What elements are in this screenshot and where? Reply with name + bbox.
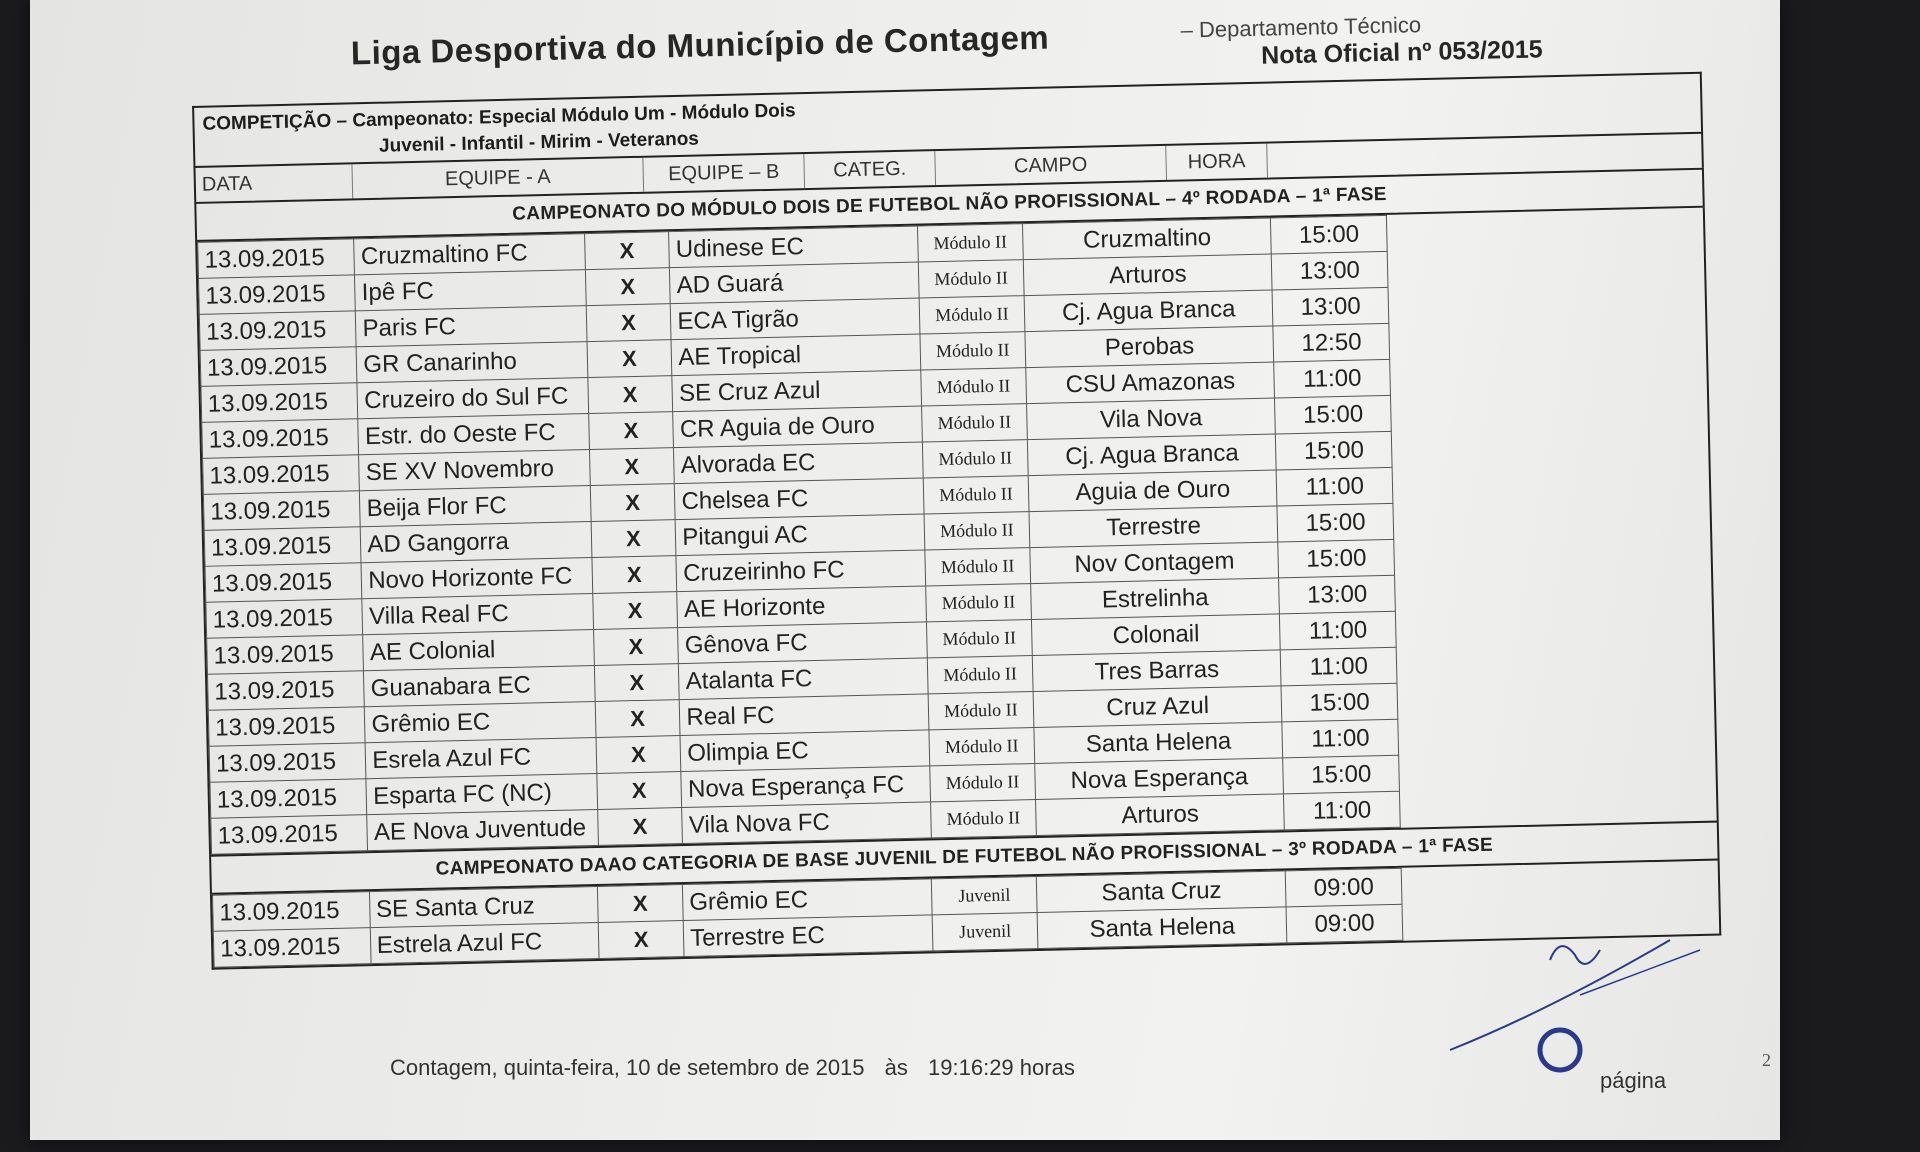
cell-campo: Perobas [1025, 326, 1274, 368]
cell-category: Módulo II [930, 764, 1036, 802]
cell-team-b: Gênova FC [678, 622, 927, 664]
cell-vs: X [594, 664, 680, 702]
seal-icon [1540, 1030, 1580, 1070]
cell-date: 13.09.2015 [199, 311, 356, 351]
cell-category: Módulo II [924, 512, 1030, 550]
footer [390, 1055, 1089, 1081]
cell-hora: 15:00 [1275, 395, 1391, 434]
cell-date: 13.09.2015 [198, 239, 355, 279]
col-campo: CAMPO [935, 146, 1167, 185]
cell-date: 13.09.2015 [212, 892, 369, 932]
cell-team-b: Terrestre EC [683, 915, 933, 957]
cell-category: Módulo II [921, 368, 1027, 406]
cell-team-b: Pitangui AC [675, 514, 924, 556]
cell-vs: X [587, 376, 673, 414]
cell-date: 13.09.2015 [207, 635, 364, 675]
cell-campo: Terrestre [1029, 506, 1278, 548]
cell-vs: X [591, 556, 677, 594]
cell-team-a: AE Nova Juventude [367, 809, 598, 850]
cell-hora: 11:00 [1280, 611, 1396, 650]
cell-team-a: Guanabara EC [364, 666, 595, 707]
cell-vs: X [585, 268, 671, 306]
cell-campo: Santa Helena [1037, 907, 1287, 949]
cell-team-b: Chelsea FC [675, 478, 924, 520]
cell-campo: Colonail [1032, 614, 1281, 656]
cell-vs: X [589, 448, 675, 486]
cell-date: 13.09.2015 [202, 419, 359, 459]
cell-team-a: AE Colonial [363, 630, 594, 671]
cell-team-a: Ipê FC [355, 270, 586, 311]
cell-team-b: Alvorada EC [674, 442, 923, 484]
cell-team-a: Esparta FC (NC) [366, 773, 597, 814]
cell-vs: X [596, 736, 682, 774]
cell-team-a: Estr. do Oeste FC [358, 414, 589, 455]
cell-campo: Cj. Agua Branca [1024, 290, 1273, 332]
cell-hora: 09:00 [1285, 868, 1402, 907]
footer-as: às [884, 1055, 908, 1080]
footer-place-date: Contagem, quinta-feira, 10 de setembro de 2015 [390, 1055, 865, 1080]
cell-category: Módulo II [930, 800, 1036, 838]
cell-vs: X [597, 885, 683, 923]
page-title: Liga Desportiva do Município de Contagem [350, 18, 1050, 72]
cell-team-a: Estrela Azul FC [370, 922, 599, 963]
cell-date: 13.09.2015 [203, 491, 360, 531]
cell-team-b: Real FC [680, 694, 929, 736]
cell-campo: Santa Cruz [1037, 871, 1287, 913]
cell-campo: CSU Amazonas [1026, 362, 1275, 404]
cell-vs: X [596, 772, 682, 810]
cell-vs: X [584, 232, 670, 270]
cell-date: 13.09.2015 [201, 383, 358, 423]
cell-vs: X [591, 520, 677, 558]
page-number: 2 [1762, 1050, 1771, 1070]
cell-campo: Arturos [1023, 254, 1272, 296]
cell-team-b: ECA Tigrão [671, 298, 920, 340]
cell-date: 13.09.2015 [208, 707, 365, 747]
cell-category: Módulo II [925, 548, 1031, 586]
cell-campo: Nova Esperança [1035, 758, 1284, 800]
cell-category: Módulo II [919, 296, 1025, 334]
cell-category: Módulo II [928, 692, 1034, 730]
cell-team-b: Atalanta FC [679, 658, 928, 700]
cell-hora: 15:00 [1278, 539, 1394, 578]
cell-team-b: CR Aguia de Ouro [673, 406, 922, 448]
col-categ: CATEG. [804, 151, 936, 188]
cell-team-a: Novo Horizonte FC [361, 558, 592, 599]
cell-date: 13.09.2015 [207, 671, 364, 711]
cell-campo: Nov Contagem [1030, 542, 1279, 584]
cell-date: 13.09.2015 [205, 563, 362, 603]
cell-hora: 13:00 [1279, 575, 1395, 614]
cell-category: Módulo II [922, 440, 1028, 478]
cell-team-b: Olimpia EC [680, 730, 929, 772]
cell-team-b: Grêmio EC [682, 879, 932, 921]
cell-vs: X [593, 628, 679, 666]
cell-team-a: Esrela Azul FC [365, 737, 596, 778]
cell-category: Módulo II [920, 332, 1026, 370]
cell-team-a: GR Canarinho [356, 342, 587, 383]
nota-oficial: Nota Oficial nº 053/2015 [1260, 35, 1543, 70]
cell-vs: X [586, 304, 672, 342]
competition-line-1: COMPETIÇÃO – Campeonato: Especial Módulo Um - Módulo Dois [202, 100, 796, 135]
cell-vs: X [595, 700, 681, 738]
section-1-table-wrap [195, 208, 1719, 855]
cell-date: 13.09.2015 [213, 928, 370, 968]
col-data: DATA [195, 164, 353, 202]
cell-category: Módulo II [926, 620, 1032, 658]
document [190, 0, 1721, 970]
col-hora: HORA [1166, 144, 1268, 180]
cell-vs: X [587, 340, 673, 378]
cell-category: Módulo II [917, 224, 1023, 262]
cell-team-b: SE Cruz Azul [672, 370, 921, 412]
cell-category: Módulo II [923, 476, 1029, 514]
cell-campo: Vila Nova [1027, 398, 1276, 440]
header [190, 0, 1701, 74]
cell-vs: X [588, 412, 674, 450]
cell-hora: 11:00 [1282, 719, 1398, 758]
cell-date: 13.09.2015 [206, 599, 363, 639]
cell-hora: 13:00 [1272, 251, 1388, 290]
cell-vs: X [598, 921, 684, 959]
cell-date: 13.09.2015 [209, 743, 366, 783]
cell-hora: 11:00 [1281, 647, 1397, 686]
cell-team-b: Cruzeirinho FC [676, 550, 925, 592]
cell-hora: 11:00 [1284, 791, 1400, 830]
cell-team-b: Nova Esperança FC [681, 766, 930, 808]
cell-team-b: AE Tropical [671, 334, 920, 376]
cell-team-b: AD Guará [670, 262, 919, 304]
cell-vs: X [597, 808, 683, 846]
cell-team-a: SE Santa Cruz [369, 886, 598, 927]
cell-vs: X [590, 484, 676, 522]
section-2-title: CAMPEONATO DAAO CATEGORIA DE BASE JUVENIL DE FUTEBOL NÃO PROFISSIONAL – 3º RODADA – 1ª FASE [209, 821, 1720, 895]
cell-date: 13.09.2015 [204, 527, 361, 567]
cell-category: Módulo II [921, 404, 1027, 442]
footer-time: 19:16:29 horas [928, 1055, 1075, 1080]
cell-campo: Santa Helena [1034, 722, 1283, 764]
col-equipe-b: EQUIPE – B [643, 154, 805, 192]
cell-campo: Cruzmaltino [1023, 218, 1272, 260]
cell-category: Juvenil [931, 877, 1037, 915]
section-1-table [197, 215, 1401, 855]
cell-team-a: Paris FC [356, 306, 587, 347]
cell-category: Módulo II [929, 728, 1035, 766]
cell-hora: 15:00 [1283, 755, 1399, 794]
cell-team-b: Udinese EC [669, 226, 918, 268]
cell-team-a: Villa Real FC [362, 594, 593, 635]
cell-hora: 15:00 [1271, 215, 1387, 254]
cell-team-b: AE Horizonte [677, 586, 926, 628]
cell-category: Módulo II [927, 656, 1033, 694]
cell-date: 13.09.2015 [211, 815, 368, 855]
cell-team-a: AD Gangorra [361, 522, 592, 563]
cell-category: Juvenil [932, 913, 1038, 951]
competition-line-2: Juvenil - Infantil - Mirim - Veteranos [378, 128, 700, 157]
cell-team-a: Cruzeiro do Sul FC [357, 378, 588, 419]
cell-hora: 11:00 [1277, 467, 1393, 506]
signature-stamp [1430, 900, 1730, 1100]
pagina-label: página [1600, 1068, 1667, 1093]
cell-campo: Aguia de Ouro [1028, 470, 1277, 512]
cell-hora: 15:00 [1281, 683, 1397, 722]
cell-hora: 13:00 [1272, 287, 1388, 326]
cell-campo: Cj. Agua Branca [1027, 434, 1276, 476]
cell-vs: X [592, 592, 678, 630]
cell-hora: 09:00 [1286, 904, 1403, 943]
section-1-title: CAMPEONATO DO MÓDULO DOIS DE FUTEBOL NÃO PROFISSIONAL – 4º RODADA – 1ª FASE [194, 168, 1705, 242]
cell-campo: Estrelinha [1031, 578, 1280, 620]
cell-date: 13.09.2015 [203, 455, 360, 495]
cell-campo: Cruz Azul [1033, 686, 1282, 728]
cell-category: Módulo II [918, 260, 1024, 298]
cell-team-b: Vila Nova FC [682, 802, 931, 844]
cell-date: 13.09.2015 [199, 275, 356, 315]
cell-hora: 11:00 [1274, 359, 1390, 398]
cell-campo: Tres Barras [1032, 650, 1281, 692]
cell-hora: 15:00 [1276, 431, 1392, 470]
cell-date: 13.09.2015 [200, 347, 357, 387]
cell-team-a: Grêmio EC [365, 701, 596, 742]
cell-date: 13.09.2015 [210, 779, 367, 819]
department-subtitle: – Departamento Técnico [1180, 12, 1422, 43]
cell-team-a: Beija Flor FC [360, 486, 591, 527]
col-equipe-a: EQUIPE - A [352, 158, 644, 199]
cell-team-a: SE XV Novembro [359, 450, 590, 491]
cell-team-a: Cruzmaltino FC [354, 234, 585, 275]
cell-hora: 15:00 [1277, 503, 1393, 542]
cell-category: Módulo II [925, 584, 1031, 622]
cell-campo: Arturos [1036, 794, 1285, 836]
cell-hora: 12:50 [1273, 323, 1389, 362]
